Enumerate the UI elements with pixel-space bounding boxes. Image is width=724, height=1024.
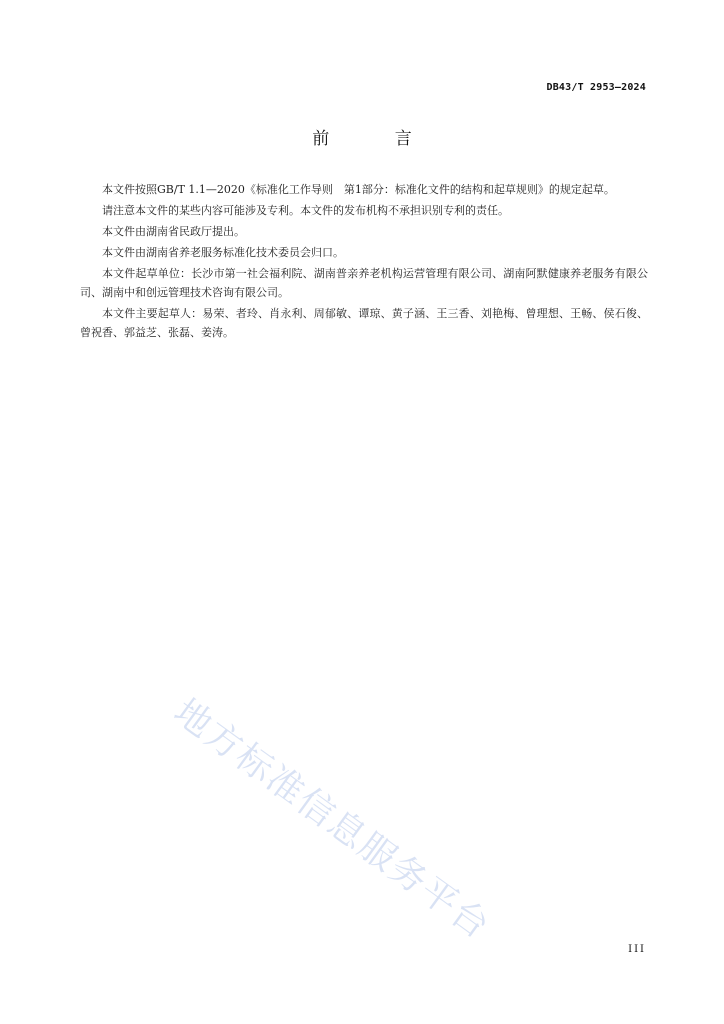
watermark: 地方标准信息服务平台	[166, 691, 498, 948]
paragraph-proposer: 本文件由湖南省民政厅提出。	[102, 225, 245, 238]
paragraph-drafting-units: 本文件起草单位：长沙市第一社会福利院、湖南普亲养老机构运营管理有限公司、湖南阿默健康养老服务有限公司、湖南中和创远管理技术咨询有限公司。	[80, 267, 648, 299]
section-title: 前 言	[312, 129, 442, 149]
paragraph-administrator: 本文件由湖南省养老服务标准化技术委员会归口。	[102, 246, 344, 259]
body-text	[80, 180, 648, 344]
paragraph-patent-notice: 请注意本文件的某些内容可能涉及专利。本文件的发布机构不承担识别专利的责任。	[102, 204, 509, 217]
document-code: DB43/T 2953—2024	[546, 82, 646, 93]
paragraph-drafters: 本文件主要起草人：易荣、者玲、肖永利、周郁敏、谭琼、黄子涵、王三香、刘艳梅、曾理想、王畅、侯石俊、曾祝香、郭益芝、张磊、姜涛。	[80, 307, 648, 339]
paragraph-drafting-rules: 本文件按照GB/T 1.1—2020《标准化工作导则 第1部分：标准化文件的结构和起草规则》的规定起草。	[102, 183, 615, 196]
page-number: III	[628, 944, 646, 955]
